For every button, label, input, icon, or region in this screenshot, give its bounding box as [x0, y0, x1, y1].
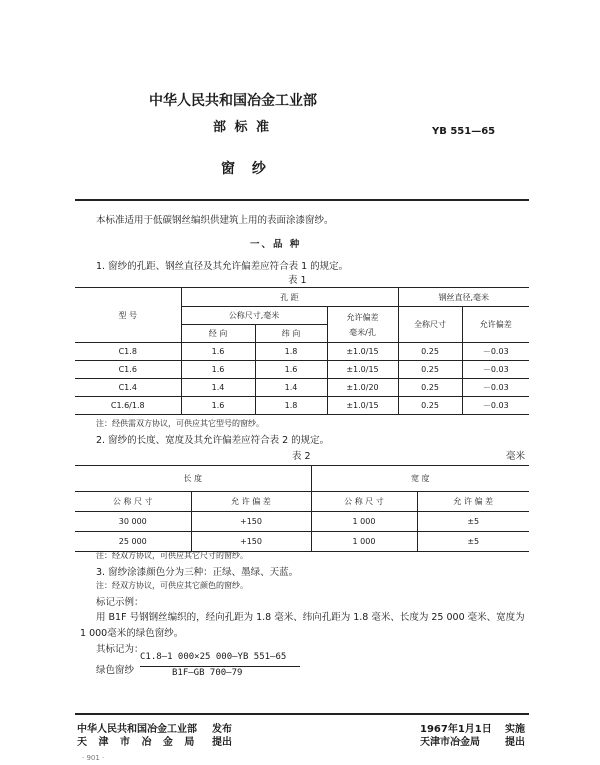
table2-header-tol-length: 允 许 偏 差 [191, 492, 311, 512]
item1-text: 1. 窗纱的孔距、钢丝直径及其允许偏差应符合表 1 的规定。 [96, 261, 349, 272]
mark-numerator: C1.8—1 000×25 000—YB 551—65 [140, 652, 287, 662]
table1-header-warp: 经 向 [181, 325, 255, 343]
note1: 注：经供需双方协议，可供应其它型号的窗纱。 [96, 419, 264, 428]
example-text-line2: 1 000毫米的绿色窗纱。 [80, 628, 184, 639]
table2-cell-length: 25 000 [75, 532, 191, 552]
item2-text: 2. 窗纱的长度、宽度及其允许偏差应符合表 2 的规定。 [96, 435, 330, 446]
table1-cell-warp: 1.6 [181, 343, 255, 361]
mark-prefix: 绿色窗纱 [96, 665, 135, 676]
table2-cell-length-tol: +150 [191, 532, 311, 552]
table1-cell-warp: 1.6 [181, 361, 255, 379]
header-rule [75, 199, 529, 201]
table2-header-nominal-length: 公 称 尺 寸 [75, 492, 191, 512]
table1-cell-dia: 0.25 [398, 379, 462, 397]
table1-cell-model: C1.4 [75, 379, 181, 397]
table1-header-full: 全称尺寸 [398, 307, 462, 343]
table1-cell-weft: 1.8 [255, 397, 327, 415]
table-row [75, 379, 529, 397]
example-text-line1: 用 B1F 号钢钢丝编织的，经向孔距为 1.8 毫米、纬向孔距为 1.8 毫米、长度为 25 000 毫米、宽度为 [96, 612, 525, 623]
table1-cell-model: C1.6 [75, 361, 181, 379]
table1-header-weft: 纬 向 [255, 325, 327, 343]
table1-cell-weft: 1.8 [255, 343, 327, 361]
footer-propose-label: 提出 [212, 737, 232, 748]
table1-cell-tol: ±1.0/20 [327, 379, 398, 397]
table-row [75, 532, 529, 552]
section-heading: 一、品 种 [250, 239, 302, 250]
table1-caption: 表 1 [288, 275, 307, 286]
table1-cell-dtol: －0.03 [462, 397, 529, 415]
table1-cell-weft: 1.6 [255, 361, 327, 379]
table2-unit: 毫米 [506, 451, 526, 462]
note3: 注：经双方协议，可供应其它颜色的窗纱。 [96, 581, 248, 590]
table1-header-tolerance [327, 307, 398, 343]
table2-header-width: 宽 度 [311, 466, 529, 492]
table1-cell-model: C1.6/1.8 [75, 397, 181, 415]
note2: 注：经双方协议，可供应其它尺寸的窗纱。 [96, 551, 248, 560]
table-row [75, 512, 529, 532]
footer-proposer-right: 天津市冶金局 [420, 737, 480, 748]
table1 [75, 287, 529, 415]
example-heading: 标记示例： [96, 597, 144, 608]
table2-cell-width: 1 000 [311, 512, 417, 532]
table-row [75, 397, 529, 415]
table1-cell-tol: ±1.0/15 [327, 343, 398, 361]
table1-cell-dia: 0.25 [398, 361, 462, 379]
table1-cell-dtol: －0.03 [462, 343, 529, 361]
table1-cell-tol: ±1.0/15 [327, 397, 398, 415]
table2-cell-length: 30 000 [75, 512, 191, 532]
table1-cell-weft: 1.4 [255, 379, 327, 397]
table1-cell-warp: 1.6 [181, 397, 255, 415]
standard-code: YB 551—65 [432, 126, 496, 137]
footer-proposer: 天 津 市 冶 金 局 [77, 737, 199, 748]
table1-cell-warp: 1.4 [181, 379, 255, 397]
table2-cell-width: 1 000 [311, 532, 417, 552]
table1-header-nominal: 公称尺寸,毫米 [181, 307, 327, 325]
footer-date: 1967年1月1日 [420, 724, 492, 735]
footer-date-label: 实施 [505, 724, 525, 735]
table2-header-tol-width: 允 许 偏 差 [417, 492, 529, 512]
table1-cell-dia: 0.25 [398, 397, 462, 415]
item3-text: 3. 窗纱涂漆颜色分为三种：正绿、墨绿、天蓝。 [96, 567, 299, 578]
mark-denominator: B1F—GB 700—79 [172, 668, 243, 678]
footer-rule [75, 713, 529, 715]
intro-text: 本标准适用于低碳钢丝编织供建筑上用的表面涂漆窗纱。 [96, 215, 334, 226]
table2-caption: 表 2 [292, 451, 311, 462]
table1-header-wire: 钢丝直径,毫米 [398, 288, 529, 307]
table2 [75, 465, 529, 552]
table1-cell-model: C1.8 [75, 343, 181, 361]
table2-header-nominal-width: 公 称 尺 寸 [311, 492, 417, 512]
table1-header-tolerance-unit: 毫米/孔 [349, 327, 376, 337]
table1-header-tolerance-label: 允许偏差 [346, 312, 379, 322]
footer-issue-label: 发布 [212, 724, 232, 735]
table2-cell-width-tol: ±5 [417, 512, 529, 532]
table1-header-wire-tol: 允许偏差 [462, 307, 529, 343]
table1-cell-dtol: －0.03 [462, 379, 529, 397]
table1-cell-dia: 0.25 [398, 343, 462, 361]
fraction-line [140, 666, 300, 667]
footer-issuer: 中华人民共和国冶金工业部 [77, 724, 197, 735]
ministry-heading: 中华人民共和国冶金工业部 [149, 93, 317, 109]
table2-header-length: 长 度 [75, 466, 311, 492]
table-row [75, 343, 529, 361]
table1-cell-dtol: －0.03 [462, 361, 529, 379]
table1-cell-tol: ±1.0/15 [327, 361, 398, 379]
table2-cell-width-tol: ±5 [417, 532, 529, 552]
table2-cell-length-tol: +150 [191, 512, 311, 532]
mark-heading: 其标记为： [96, 644, 144, 655]
table1-header-model: 型 号 [75, 288, 181, 343]
table-row [75, 361, 529, 379]
page-mark: · 901 · [82, 754, 105, 762]
document-title: 窗 纱 [221, 161, 272, 177]
footer-propose-label-right: 提出 [505, 737, 525, 748]
standard-type: 部 标 准 [213, 120, 272, 135]
table1-header-hole: 孔 距 [181, 288, 398, 307]
